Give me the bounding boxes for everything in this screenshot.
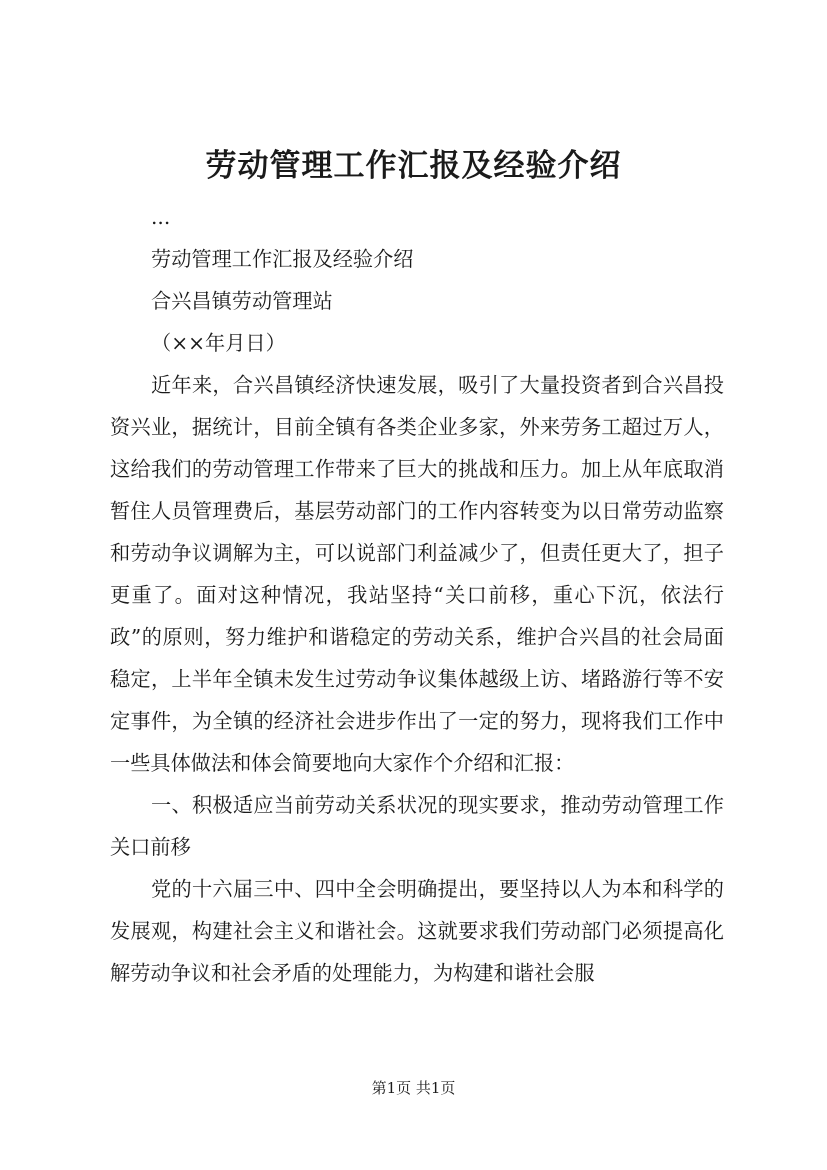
paragraph-section-1: 党的十六届三中、四中全会明确提出，要坚持以人为本和科学的发展观，构建社会主义和谐社会。这就要求我们劳动部门必须提高化解劳动争议和社会矛盾的处理能力，为构建和谐社会服 [110, 877, 724, 985]
date-line: （××年月日） [151, 331, 286, 355]
document-body [110, 196, 724, 994]
paragraph-intro: 近年来，合兴昌镇经济快速发展，吸引了大量投资者到合兴昌投资兴业，据统计，目前全镇有各类企业多家，外来劳务工超过万人，这给我们的劳动管理工作带来了巨大的挑战和压力。加上从年底取消暂住人员管理费后，基层劳动部门的工作内容转变为以日常劳动监察和劳动争议调解为主，可以说部门利益减少了，但责任更大了，担子更重了。面对这种情况，我站坚持“关口前移，重心下沉，依法行政”的原则，努力维护和谐稳定的劳动关系，维护合兴昌的社会局面稳定，上半年全镇未发生过劳动争议集体越级上访、堵路游行等不安定事件，为全镇的经济社会进步作出了一定的努力，现将我们工作中一些具体做法和体会简要地向大家作个介绍和汇报： [110, 373, 724, 775]
organization: 合兴昌镇劳动管理站 [151, 289, 333, 313]
page-footer: 第1页 共1页 [371, 1079, 456, 1097]
section-heading: 一、积极适应当前劳动关系状况的现实要求，推动劳动管理工作关口前移 [110, 793, 724, 859]
subtitle: 劳动管理工作汇报及经验介绍 [151, 247, 414, 271]
ellipsis-line: ... [151, 205, 171, 229]
document-title: 劳动管理工作汇报及经验介绍 [205, 148, 622, 184]
